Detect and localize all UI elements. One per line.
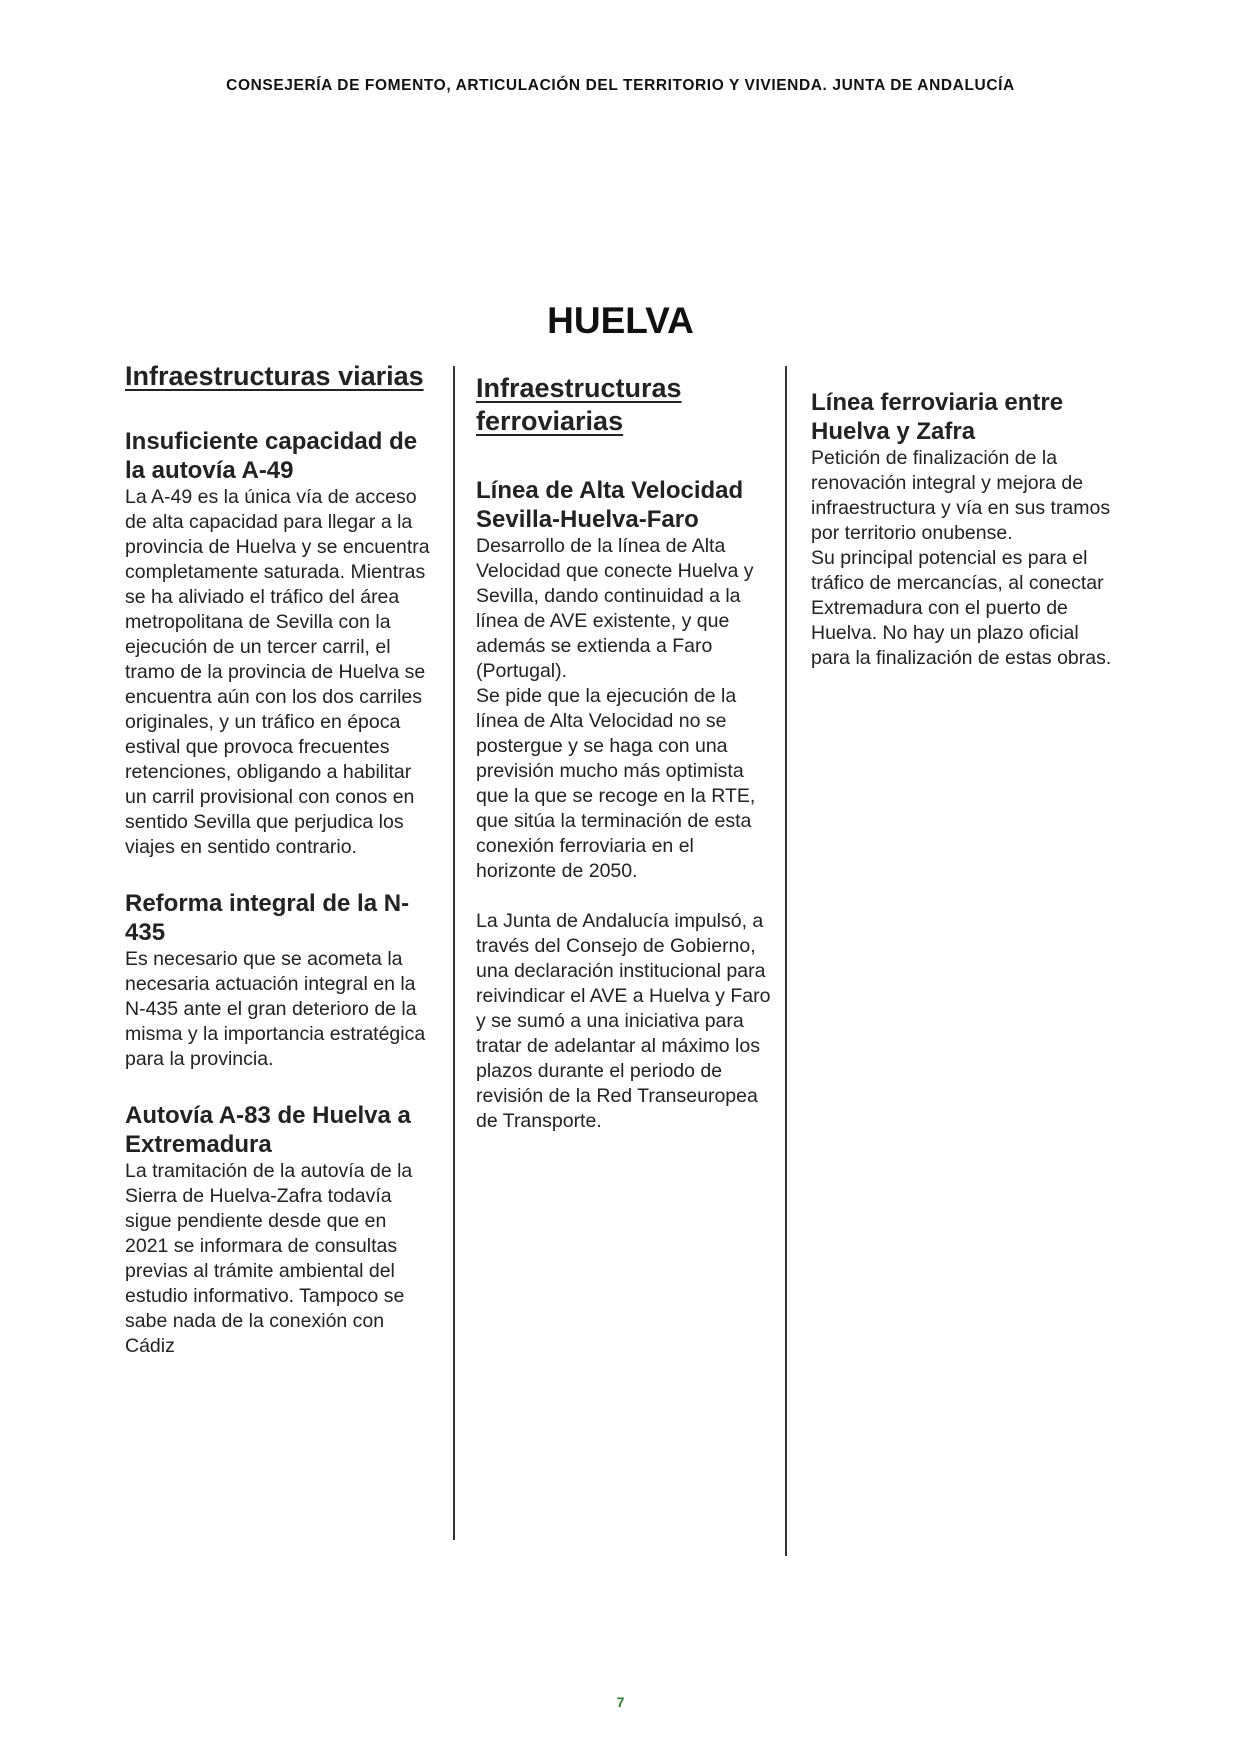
article-huelva-zafra-line [811,388,1121,671]
column-rail-continued [811,388,1121,700]
section-heading-road: Infraestructuras viarias [125,361,424,391]
article-a83 [125,1101,435,1359]
article-title: Línea de Alta Velocidad Sevilla-Huelva-Faro [476,477,744,533]
page-number: 7 [616,1694,625,1710]
article-body: Es necesario que se acometa la necesaria actuación integral en la N-435 ante el gran deterioro de la misma y la importancia estratégica para la provincia. [125,948,426,1070]
column-rail-infrastructure [476,360,776,1163]
document-header: CONSEJERÍA DE FOMENTO, ARTICULACIÓN DEL TERRITORIO Y VIVIENDA. JUNTA DE ANDALUCÍA [226,77,1015,94]
article-body: Desarrollo de la línea de Alta Velocidad que conecte Huelva y Sevilla, dando continuidad a la línea de AVE existente, y que además se extienda a Faro (Portugal). Se pide que la ejecución de la línea de Alta Velocidad no se postergue y se haga con una previsión mucho más optimista que la que se recoge en la RTE, que sitúa la terminación de esta conexión ferroviaria en el horizonte de 2050. La Junta de Andalucía impulsó, a través del Consejo de Gobierno, una declaración institucional para reivindicar el AVE a Huelva y Faro y se sumó a una iniciativa para tratar de adelantar al máximo los plazos durante el periodo de revisión de la Red Transeuropea de Transporte. [476,535,771,1132]
article-title: Autovía A-83 de Huelva a Extremadura [125,1102,411,1158]
article-title: Insuficiente capacidad de la autovía A-49 [125,428,418,484]
article-body: La tramitación de la autovía de la Sierra de Huelva-Zafra todavía sigue pendiente desde que en 2021 se informara de consultas previas al trámite ambiental del estudio informativo. Tampoco se sabe nada de la conexión con Cádiz [125,1160,413,1357]
article-body: La A-49 es la única vía de acceso de alta capacidad para llegar a la provincia de Huelva y se encuentra completamente saturada. Mientras se ha aliviado el tráfico del área metropolitana de Sevilla con la ejecución de un tercer carril, el tramo de la provincia de Huelva se encuentra aún con los dos carriles originales, y un tráfico en época estival que provoca frecuentes retenciones, obligando a habilitar un carril provisional con conos en sentido Sevilla que perjudica los viajes en sentido contrario. [125,486,430,858]
column-divider-1 [453,366,455,1540]
column-divider-2 [785,366,787,1556]
article-high-speed-line [476,476,776,1134]
article-n435 [125,889,435,1072]
section-heading-rail: Infraestructuras ferroviarias [476,373,682,436]
article-body: Petición de finalización de la renovación integral y mejora de infraestructura y vía en sus tramos por territorio onubense. Su principal potencial es para el tráfico de mercancías, al conectar Extremadura con el puerto de Huelva. No hay un plazo oficial para la finalización de estas obras. [811,447,1112,669]
article-title: Línea ferroviaria entre Huelva y Zafra [811,389,1064,445]
column-road-infrastructure [125,360,435,1388]
article-title: Reforma integral de la N-435 [125,890,410,946]
article-a49 [125,427,435,860]
page-title: HUELVA [547,300,694,341]
